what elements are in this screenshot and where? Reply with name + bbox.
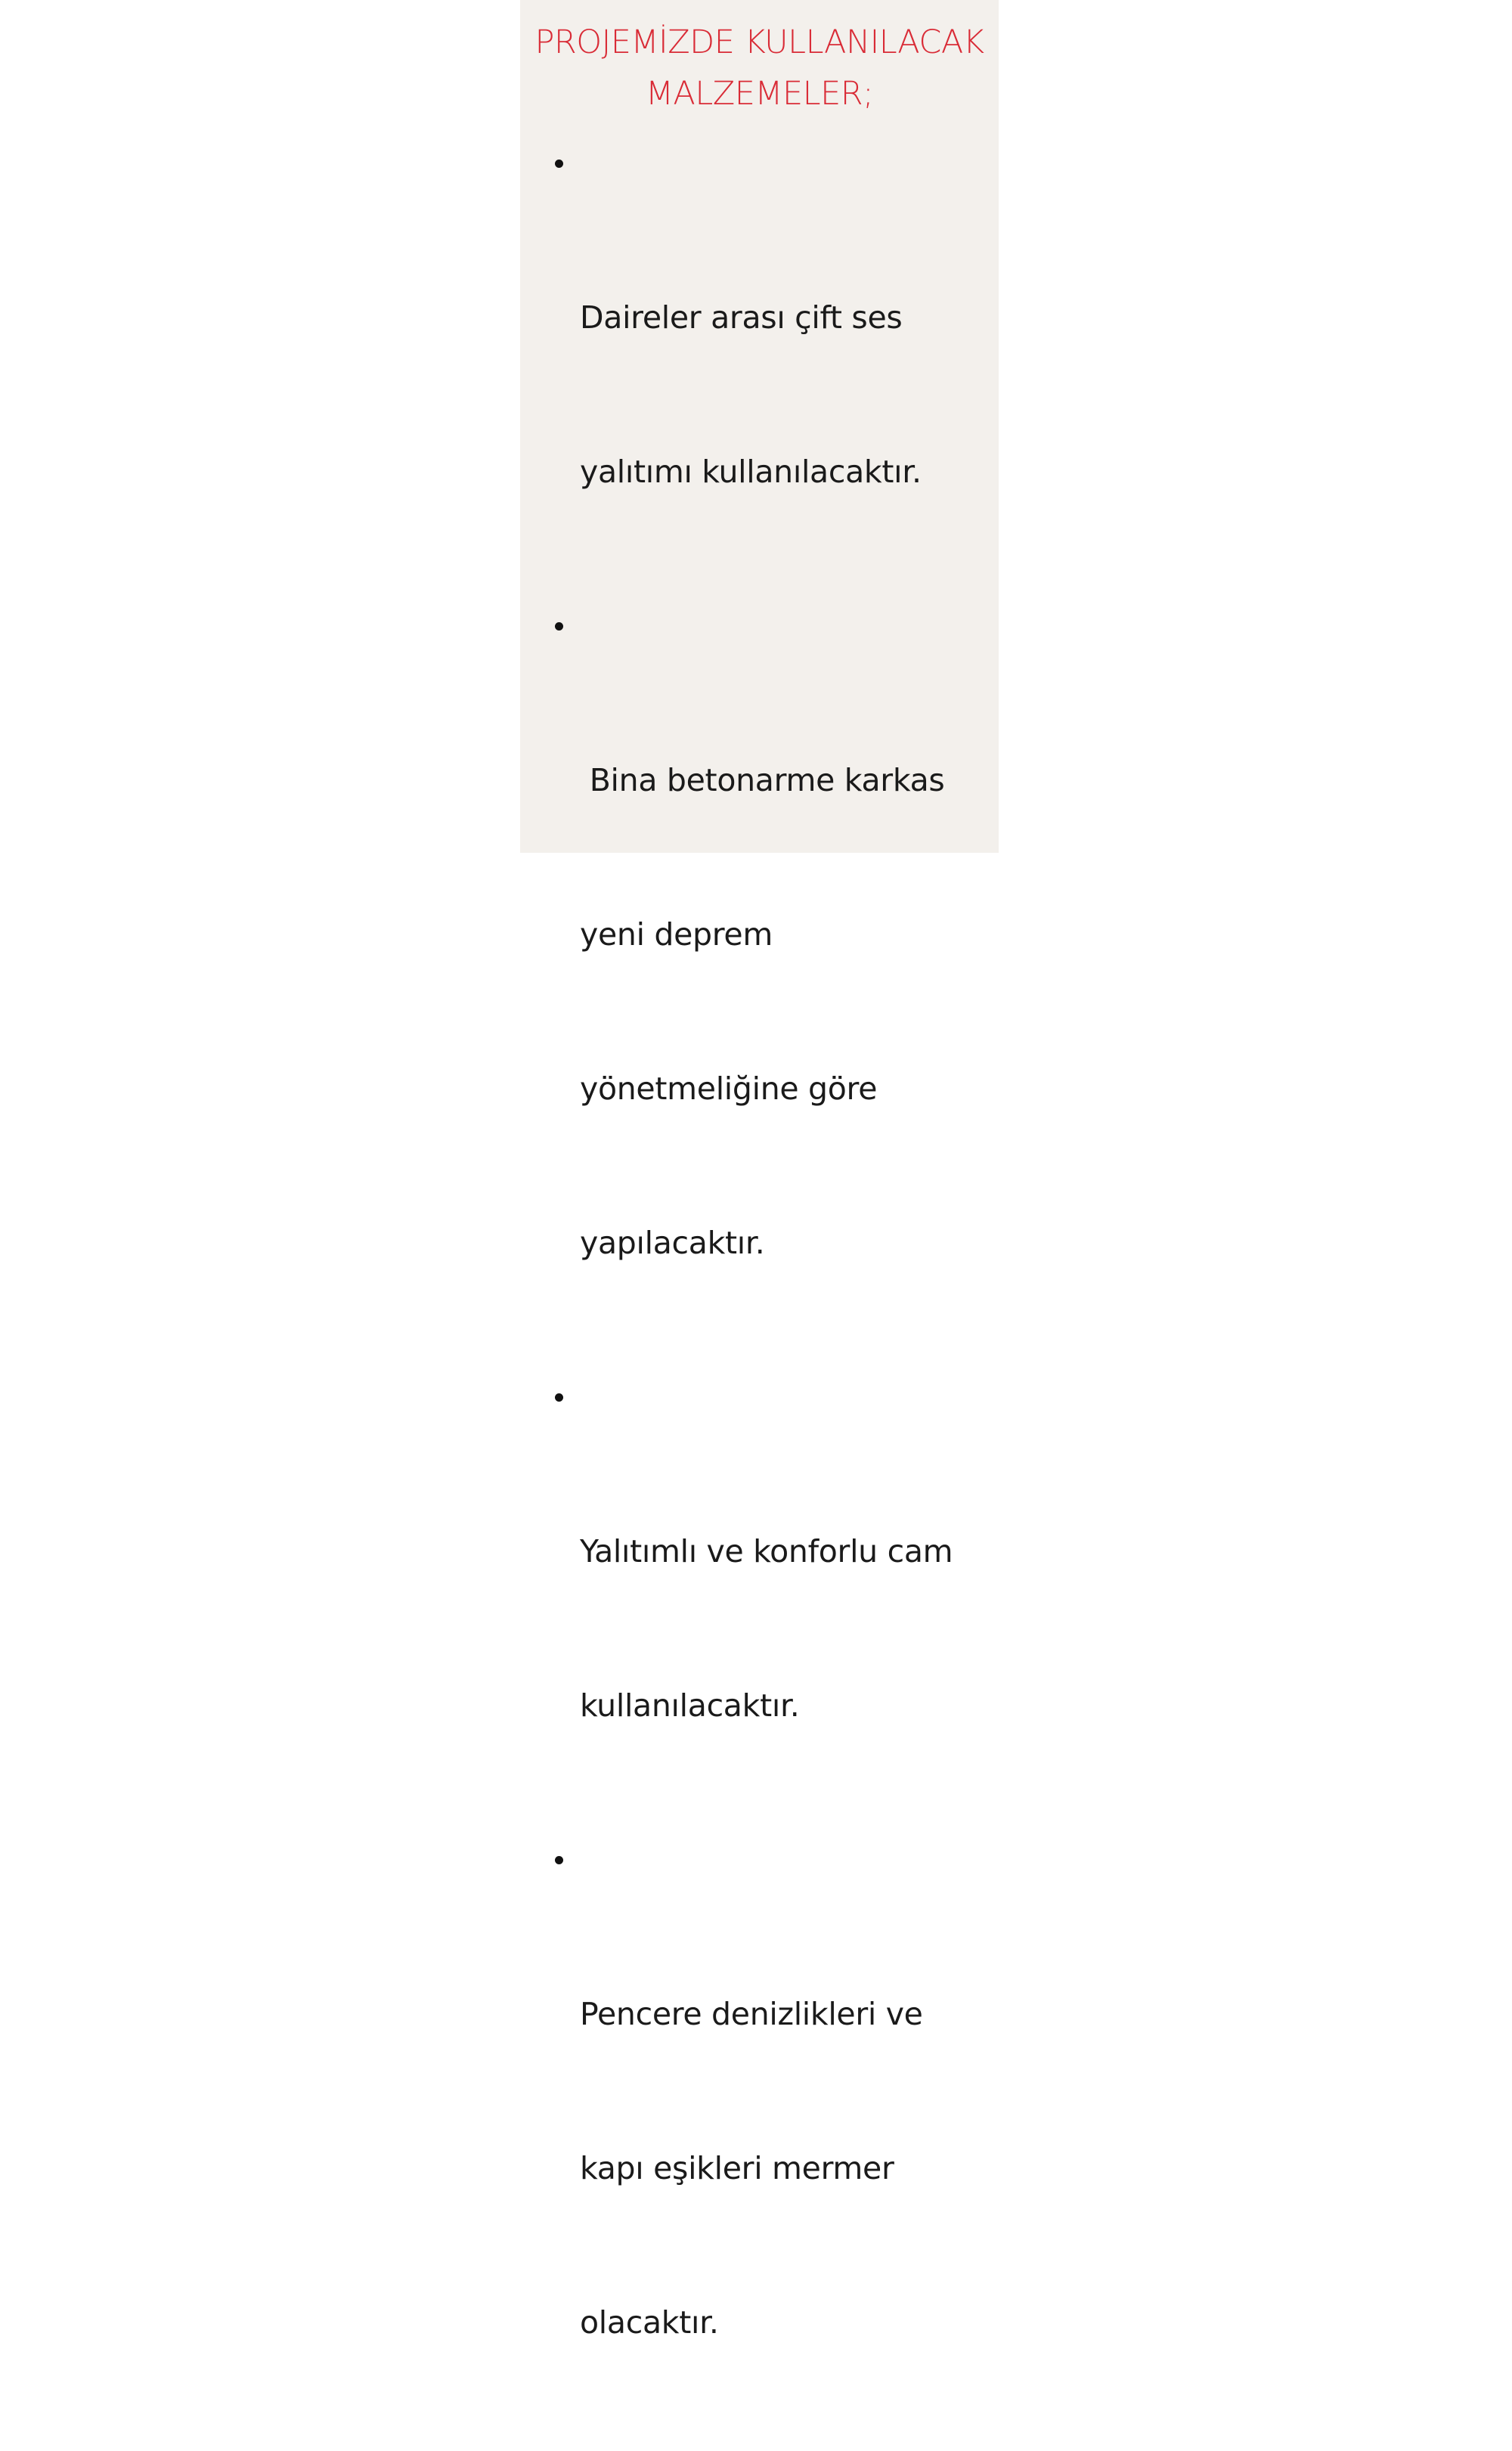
bullet-icon [555,622,563,631]
list-item-line: yeni deprem [580,916,773,953]
content-panel [520,0,999,2341]
list-item-line: kullanılacaktır. [580,1687,800,1724]
list-item [555,138,986,600]
list-item-line: Daireler arası çift ses [580,299,903,336]
list-item-line: Yalıtımlı ve konforlu cam [580,1533,953,1569]
list-item-line: Bina betonarme karkas [580,762,945,798]
list-item-line: yalıtımı kullanılacaktır. [580,454,922,490]
list-item [555,600,986,1371]
list-item-line: olacaktır. [580,2304,719,2341]
bullet-icon [555,1856,563,1864]
list-item-line: kapı eşikleri mermer [580,2150,894,2186]
title-line-2: MALZEMELER; [645,75,874,113]
materials-list [555,138,986,2451]
bullet-icon [555,160,563,168]
list-item [555,1371,986,1834]
list-item-line: Pencere denizlikleri ve [580,1996,923,2032]
list-item [555,1834,986,2451]
page-title [520,17,999,119]
list-item-line: yönetmeliğine göre [580,1071,878,1107]
title-line-1: PROJEMİZDE KULLANILACAK [534,23,984,61]
list-item-line: yapılacaktır. [580,1225,765,1261]
bullet-icon [555,1393,563,1402]
